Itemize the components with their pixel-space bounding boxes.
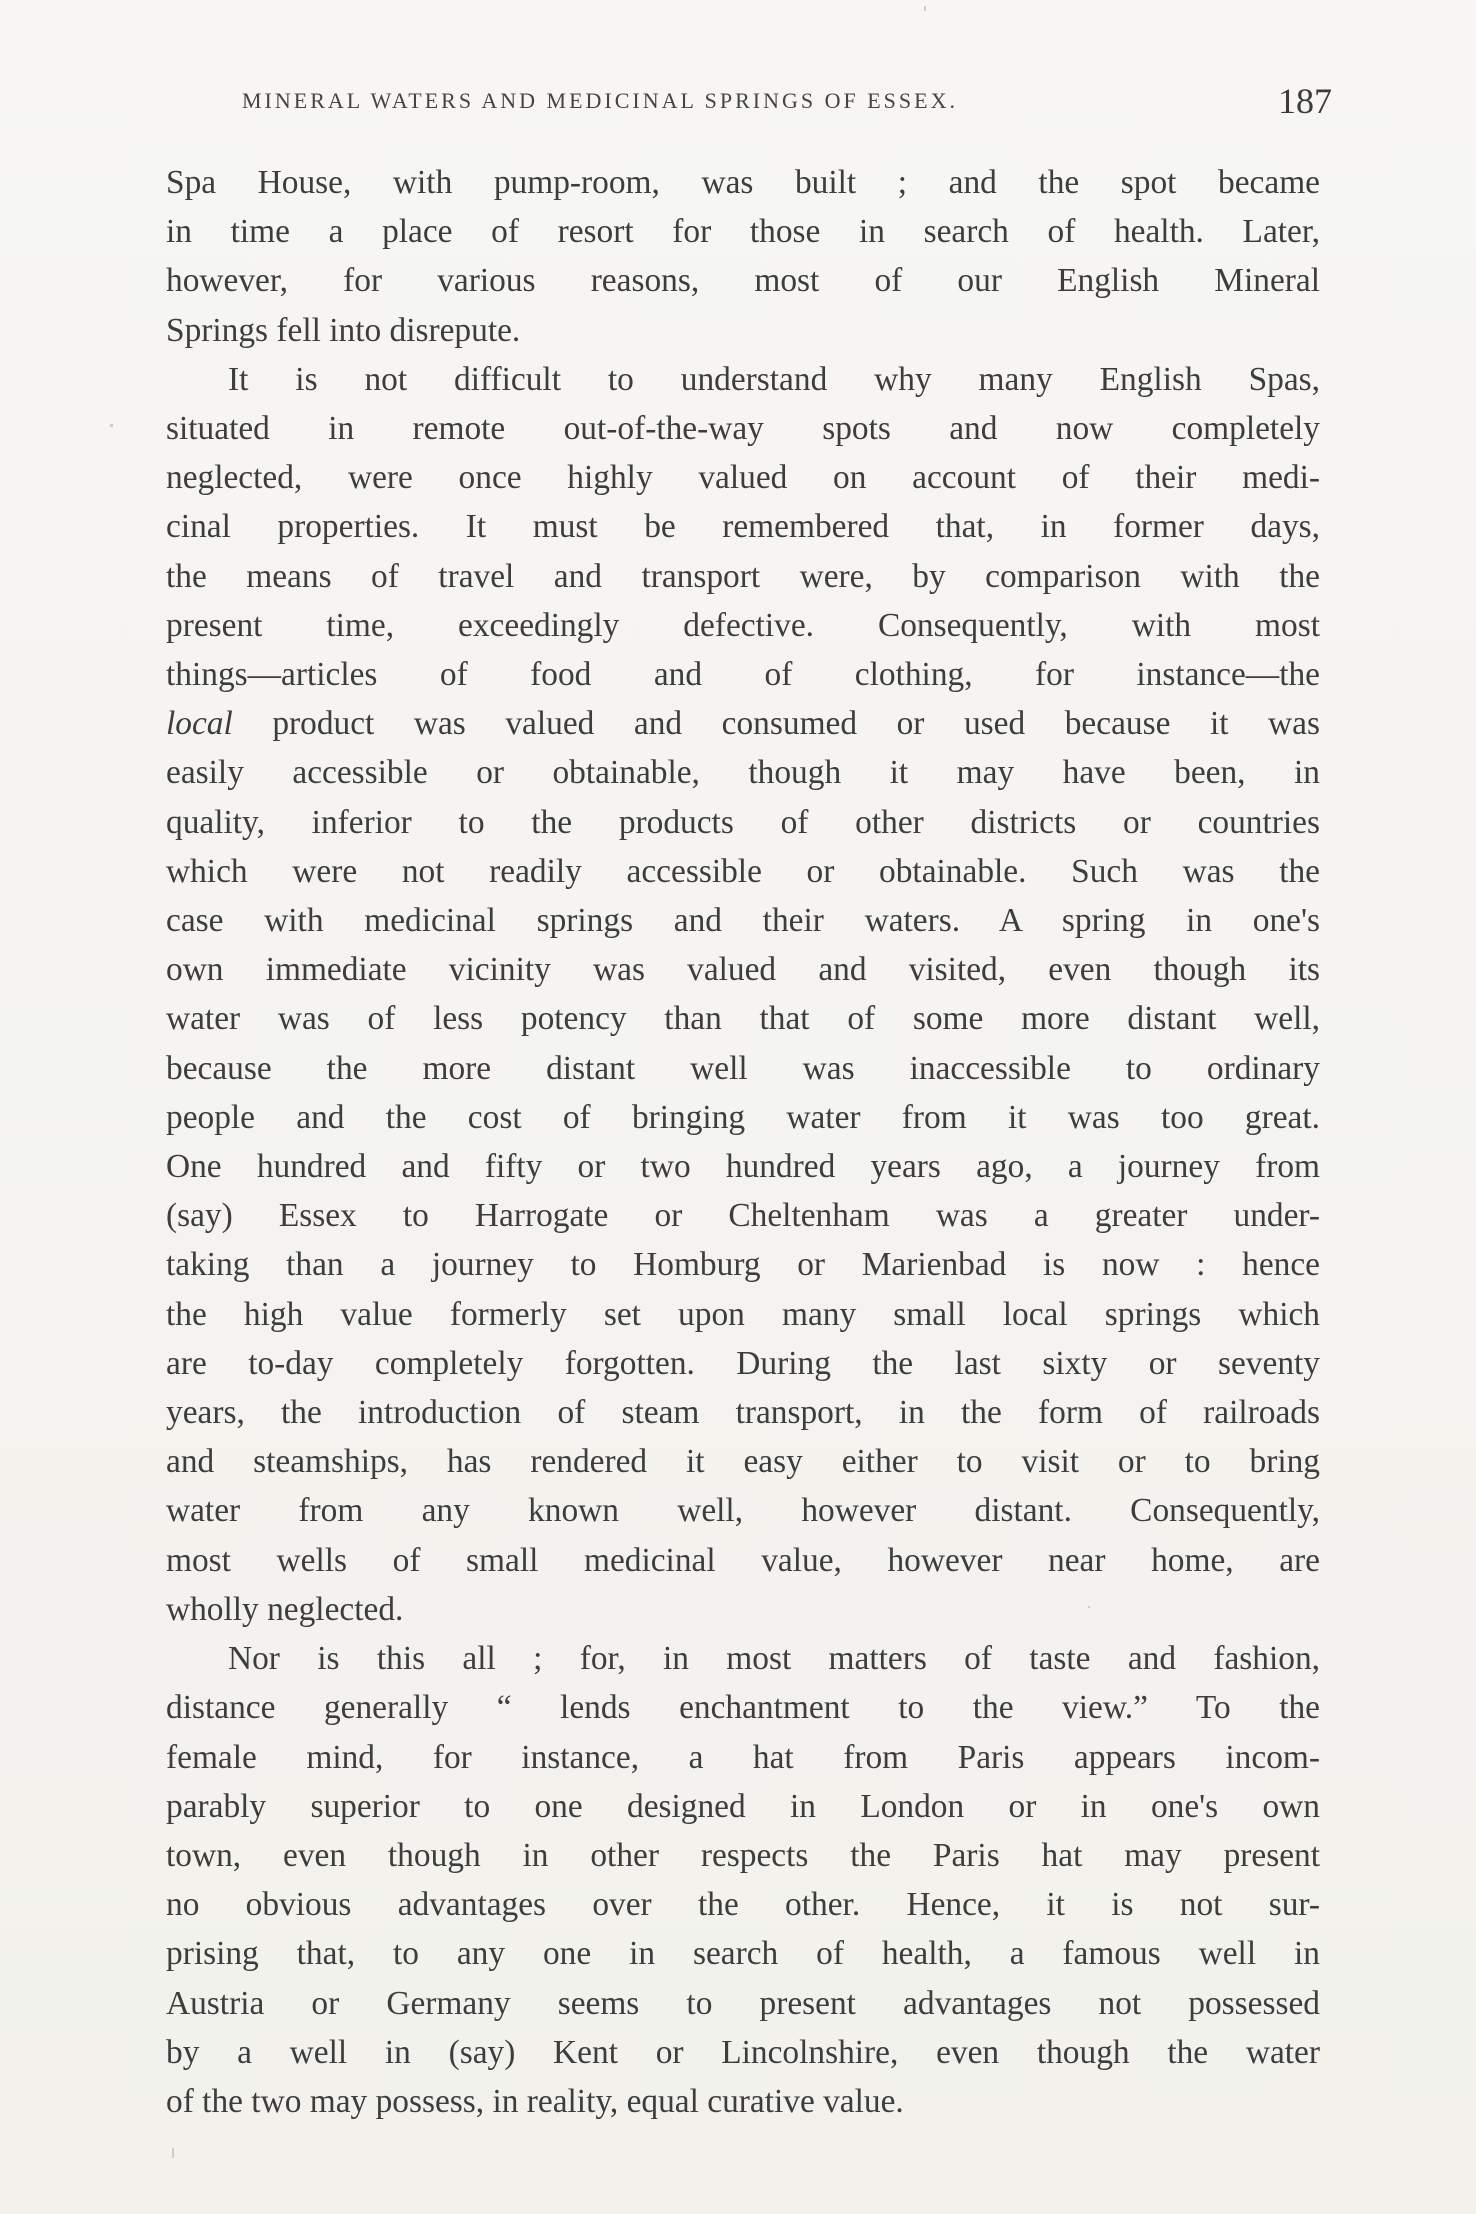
text-line: the means of travel and transport were, by comparison with the xyxy=(166,557,1320,595)
text-line: most wells of small medicinal value, however near home, are xyxy=(166,1541,1320,1579)
text-line: female mind, for instance, a hat from Paris appears incom- xyxy=(166,1738,1320,1776)
text-line: because the more distant well was inaccessible to ordinary xyxy=(166,1049,1320,1087)
text-line: own immediate vicinity was valued and visited, even though its xyxy=(166,951,1320,989)
text-line: water was of less potency than that of some more distant well, xyxy=(166,1000,1320,1038)
text-line: people and the cost of bringing water from it was too great. xyxy=(166,1098,1320,1136)
text-line: years, the introduction of steam transport, in the form of railroads xyxy=(166,1394,1320,1432)
text-line: (say) Essex to Harrogate or Cheltenham was a greater under- xyxy=(166,1197,1320,1235)
text-line: and steamships, has rendered it easy either to visit or to bring xyxy=(166,1443,1320,1481)
text-line: wholly neglected. xyxy=(166,1590,404,1628)
text-line: no obvious advantages over the other. Hence, it is not sur- xyxy=(166,1886,1320,1924)
text-line: Springs fell into disrepute. xyxy=(166,311,521,349)
page-number: 187 xyxy=(1278,81,1332,121)
text-line: the high value formerly set upon many small local springs which xyxy=(166,1295,1320,1333)
text-line: Spa House, with pump-room, was built ; and the spot became xyxy=(166,164,1320,201)
paragraph xyxy=(166,355,1320,1634)
text-line: which were not readily accessible or obtainable. Such was the xyxy=(166,852,1320,890)
scan-speck xyxy=(172,2148,174,2158)
paragraph xyxy=(166,158,1320,355)
body-text xyxy=(166,158,1320,2126)
running-title: MINERAL WATERS AND MEDICINAL SPRINGS OF ESSEX. xyxy=(242,88,958,113)
text-line: town, even though in other respects the Paris hat may present xyxy=(166,1836,1320,1874)
text-line: parably superior to one designed in London or in one's own xyxy=(166,1787,1320,1825)
text-line: One hundred and fifty or two hundred years ago, a journey from xyxy=(166,1148,1320,1186)
scan-speck xyxy=(110,424,113,427)
text-line: of the two may possess, in reality, equal curative value. xyxy=(166,2082,904,2120)
text-line: distance generally “ lends enchantment to the view.” To the xyxy=(166,1689,1320,1727)
text-line: local product was valued and consumed or used because it was xyxy=(166,705,1320,743)
scan-speck xyxy=(924,6,926,11)
paragraph xyxy=(166,1634,1320,2126)
text-line: quality, inferior to the products of other districts or countries xyxy=(166,803,1320,841)
text-line: Nor is this all ; for, in most matters of taste and fashion, xyxy=(228,1640,1320,1678)
text-line: are to-day completely forgotten. During the last sixty or seventy xyxy=(166,1344,1320,1382)
text-line: prising that, to any one in search of health, a famous well in xyxy=(166,1935,1320,1973)
text-line: taking than a journey to Homburg or Marienbad is now : hence xyxy=(166,1246,1320,1284)
text-line: present time, exceedingly defective. Consequently, with most xyxy=(166,606,1320,644)
text-line: situated in remote out-of-the-way spots and now completely xyxy=(166,410,1320,448)
text-line: in time a place of resort for those in search of health. Later, xyxy=(166,213,1320,251)
text-line: by a well in (say) Kent or Lincolnshire, even though the water xyxy=(166,2033,1320,2071)
text-line: however, for various reasons, most of our English Mineral xyxy=(166,262,1320,300)
text-line: It is not difficult to understand why many English Spas, xyxy=(228,360,1320,398)
text-line: water from any known well, however distant. Consequently, xyxy=(166,1492,1320,1530)
text-line: cinal properties. It must be remembered that, in former days, xyxy=(166,508,1320,546)
running-head xyxy=(242,80,1332,128)
text-line: things—articles of food and of clothing, for instance—the xyxy=(166,656,1320,694)
text-line: easily accessible or obtainable, though it may have been, in xyxy=(166,754,1320,792)
text-line: case with medicinal springs and their waters. A spring in one's xyxy=(166,902,1320,940)
text-line: Austria or Germany seems to present advantages not possessed xyxy=(166,1984,1320,2022)
scan-speck xyxy=(1088,1606,1090,1608)
text-line: neglected, were once highly valued on account of their medi- xyxy=(166,459,1320,497)
